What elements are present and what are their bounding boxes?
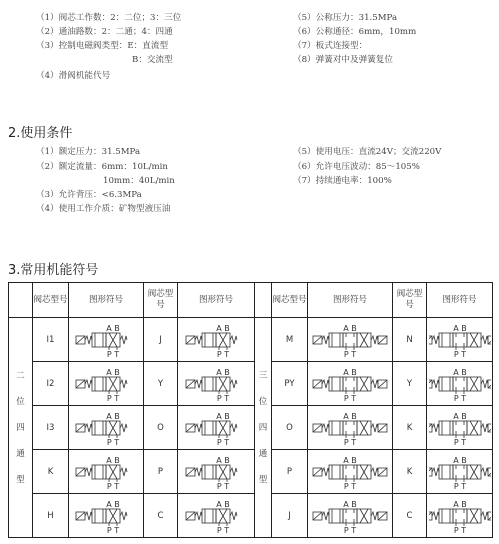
symbol-cell	[308, 406, 393, 450]
header-symbol: 图形符号	[69, 283, 144, 318]
port-label-ab: A B	[452, 455, 467, 465]
symbol-cell	[178, 406, 255, 450]
port-label-pt: P T	[216, 525, 230, 535]
port-label-pt: P T	[106, 481, 120, 491]
condition-item: （4）使用工作介质：矿物型液压油	[36, 204, 171, 214]
port-label-ab: A B	[343, 499, 357, 509]
spec-item: （7）板式连接型：	[293, 41, 368, 51]
condition-item: （3）允许背压：<6.3MPa	[36, 190, 142, 200]
spool-code: H	[33, 494, 69, 538]
spool-code: C	[144, 494, 178, 538]
table-row	[9, 450, 493, 494]
port-label-ab: A B	[106, 323, 120, 333]
port-label-ab: A B	[106, 367, 120, 377]
valve-symbol	[310, 497, 390, 535]
spec-item: （1）阀芯工作数：2：二位；3：三位	[36, 13, 182, 23]
valve-symbol	[180, 453, 252, 491]
symbol-cell	[427, 318, 493, 362]
table-row	[9, 494, 493, 538]
valve-symbol	[71, 497, 141, 535]
valve-symbol	[71, 365, 141, 403]
port-label-pt: P T	[343, 393, 357, 403]
spool-code: K	[393, 406, 427, 450]
table-row	[9, 362, 493, 406]
port-label-pt: P T	[453, 349, 466, 359]
condition-item: （2）额定流量：6mm：10L/min	[36, 162, 168, 172]
condition-item: （6）允许电压波动：85～105%	[293, 162, 420, 172]
spool-code: Y	[144, 362, 178, 406]
port-label-pt: P T	[453, 393, 466, 403]
port-label-ab: A B	[106, 411, 120, 421]
port-label-ab: A B	[452, 367, 467, 377]
symbol-cell	[178, 450, 255, 494]
symbol-table	[8, 282, 493, 538]
group-label: 三 位 四 通 型	[255, 318, 272, 538]
symbol-cell	[69, 450, 144, 494]
spec-item: （5）公称压力：31.5MPa	[293, 13, 398, 23]
port-label-ab: A B	[452, 411, 467, 421]
port-label-pt: P T	[106, 349, 120, 359]
port-label-pt: P T	[106, 393, 120, 403]
port-label-ab: A B	[343, 323, 357, 333]
port-label-ab: A B	[216, 499, 230, 509]
header-symbol: 图形符号	[308, 283, 393, 318]
port-label-pt: P T	[343, 481, 357, 491]
symbol-cell	[178, 362, 255, 406]
table-row	[9, 406, 493, 450]
valve-symbol	[429, 453, 491, 491]
spool-code: I2	[33, 362, 69, 406]
port-label-ab: A B	[216, 411, 230, 421]
table-row	[9, 318, 493, 362]
port-label-pt: P T	[216, 481, 230, 491]
header-blank	[9, 283, 33, 318]
valve-symbol	[310, 409, 390, 447]
spool-code: K	[33, 450, 69, 494]
valve-symbol	[429, 365, 491, 403]
condition-item: （1）额定压力：31.5MPa	[36, 147, 141, 157]
spec-item: B：交流型	[132, 55, 173, 65]
port-label-ab: A B	[452, 499, 467, 509]
symbol-cell	[178, 318, 255, 362]
header-symbol: 图形符号	[178, 283, 255, 318]
valve-symbol	[310, 453, 390, 491]
port-label-ab: A B	[343, 455, 357, 465]
port-label-ab: A B	[106, 499, 120, 509]
port-label-ab: A B	[452, 323, 467, 333]
port-label-ab: A B	[343, 411, 357, 421]
port-label-pt: P T	[453, 481, 466, 491]
symbol-cell	[69, 318, 144, 362]
condition-item: （5）使用电压：直流24V；交流220V	[293, 147, 442, 157]
symbol-cell	[69, 362, 144, 406]
spool-code: I3	[33, 406, 69, 450]
spool-code: I1	[33, 318, 69, 362]
valve-symbol	[429, 497, 491, 535]
spec-item: （3）控制电磁阀类型：E：直流型	[36, 41, 169, 51]
symbol-cell	[427, 406, 493, 450]
symbol-cell	[308, 494, 393, 538]
section-heading-conditions: 2.使用条件	[8, 126, 73, 141]
spool-code: P	[272, 450, 308, 494]
symbol-cell	[69, 494, 144, 538]
spool-code: O	[144, 406, 178, 450]
symbol-cell	[308, 362, 393, 406]
valve-symbol	[429, 321, 491, 359]
spool-code: P	[144, 450, 178, 494]
header-spool-type: 阀芯型号	[272, 283, 308, 318]
port-label-pt: P T	[106, 437, 120, 447]
spool-code: C	[393, 494, 427, 538]
spec-item: （2）通油路数：2：二通；4：四通	[36, 27, 173, 37]
port-label-pt: P T	[216, 349, 230, 359]
symbol-cell	[308, 318, 393, 362]
spool-code: Y	[393, 362, 427, 406]
header-spool-type: 阀芯型号	[393, 283, 427, 318]
symbol-cell	[427, 494, 493, 538]
valve-symbol	[429, 409, 491, 447]
port-label-ab: A B	[216, 455, 230, 465]
port-label-pt: P T	[343, 437, 357, 447]
header-spool-type: 阀芯型号	[144, 283, 178, 318]
symbol-cell	[178, 494, 255, 538]
symbol-cell	[427, 450, 493, 494]
header-symbol: 图形符号	[427, 283, 493, 318]
spool-code: O	[272, 406, 308, 450]
port-label-pt: P T	[216, 393, 230, 403]
valve-symbol	[310, 321, 390, 359]
condition-item: 10mm：40L/min	[103, 176, 175, 186]
valve-symbol	[180, 365, 252, 403]
port-label-ab: A B	[343, 367, 357, 377]
spool-code: M	[272, 318, 308, 362]
valve-symbol	[310, 365, 390, 403]
spec-item: （4）滑阀机能代号	[36, 71, 111, 81]
symbol-cell	[69, 406, 144, 450]
port-label-pt: P T	[343, 525, 357, 535]
symbol-cell	[308, 450, 393, 494]
port-label-pt: P T	[216, 437, 230, 447]
spool-code: J	[272, 494, 308, 538]
section-heading-symbols: 3.常用机能符号	[8, 263, 99, 278]
spool-code: K	[393, 450, 427, 494]
port-label-ab: A B	[106, 455, 120, 465]
port-label-pt: P T	[453, 525, 466, 535]
valve-symbol	[71, 321, 141, 359]
port-label-pt: P T	[106, 525, 120, 535]
valve-symbol	[180, 497, 252, 535]
valve-symbol	[71, 453, 141, 491]
spool-code: J	[144, 318, 178, 362]
port-label-pt: P T	[343, 349, 357, 359]
valve-symbol	[71, 409, 141, 447]
spool-code: PY	[272, 362, 308, 406]
valve-symbol	[180, 409, 252, 447]
group-label: 二 位 四 通 型	[9, 318, 33, 538]
valve-symbol	[180, 321, 252, 359]
table-header-row	[9, 283, 493, 318]
spec-item: （8）弹簧对中及弹簧复位	[293, 55, 393, 65]
header-blank	[255, 283, 272, 318]
spool-code: N	[393, 318, 427, 362]
spec-item: （6）公称通径：6mm，10mm	[293, 27, 417, 37]
port-label-ab: A B	[216, 367, 230, 377]
symbol-cell	[427, 362, 493, 406]
header-spool-type: 阀芯型号	[33, 283, 69, 318]
port-label-pt: P T	[453, 437, 466, 447]
port-label-ab: A B	[216, 323, 230, 333]
condition-item: （7）持续通电率：100%	[293, 176, 392, 186]
